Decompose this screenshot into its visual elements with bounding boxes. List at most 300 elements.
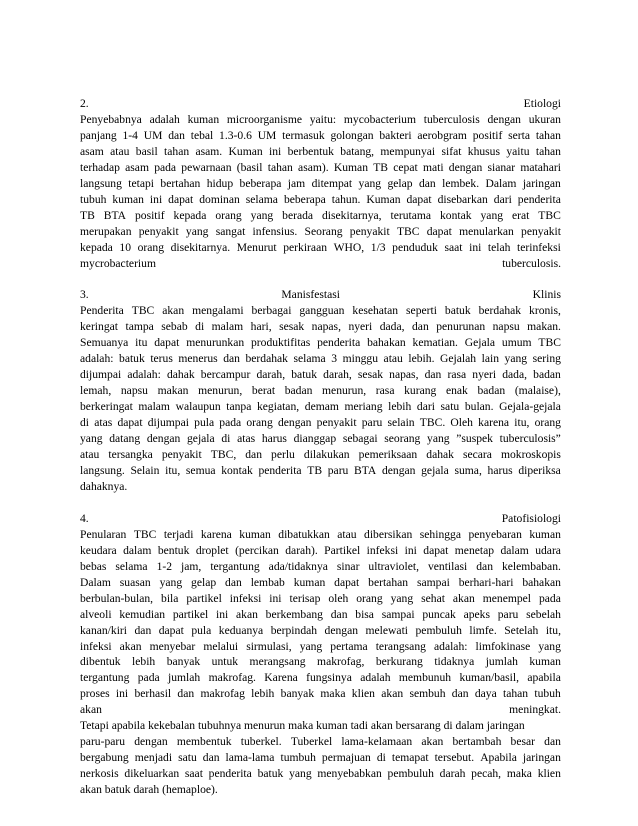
word: tanpa <box>226 400 252 414</box>
word: dominan <box>199 192 240 206</box>
word: penyakit <box>161 448 202 462</box>
word: kontak <box>221 463 253 477</box>
word: dengan <box>324 623 359 637</box>
word: maka <box>506 767 532 781</box>
word: Gejala-gejala <box>499 400 561 414</box>
word: adalah: <box>80 352 114 366</box>
word: suma, <box>454 463 482 477</box>
word: yang <box>504 352 528 366</box>
word: fungsinya <box>306 671 352 685</box>
word: hidup <box>206 176 234 190</box>
word: partikel <box>186 591 222 605</box>
word: di <box>195 320 205 334</box>
word: dan <box>134 623 152 637</box>
word: meriang <box>344 400 383 414</box>
word: berkurang <box>375 655 423 669</box>
word: lain <box>481 352 499 366</box>
word: orang <box>215 208 242 222</box>
word: dan <box>177 687 195 701</box>
word: di <box>221 432 231 446</box>
word: suasan <box>119 575 151 589</box>
word: yang <box>80 432 103 446</box>
word: bahakan <box>522 575 561 589</box>
word: Penularan <box>80 527 127 541</box>
word: menyebabkan <box>317 767 382 781</box>
word: matahari <box>520 160 561 174</box>
word: hari, <box>250 320 272 334</box>
word: atas <box>237 432 256 446</box>
text-line <box>80 447 561 463</box>
word: di <box>376 751 386 765</box>
word: datang <box>109 432 141 446</box>
word: dijumpai <box>80 368 122 382</box>
text-line <box>80 479 561 495</box>
word: batuk <box>444 304 471 318</box>
text-line <box>80 383 561 399</box>
word: malam <box>138 400 170 414</box>
word: banyak <box>166 655 201 669</box>
text-line <box>80 399 561 415</box>
word: untuk <box>211 655 239 669</box>
word: dan <box>544 735 561 749</box>
word: kepada <box>80 240 113 254</box>
word: berbagai <box>251 304 292 318</box>
word: akan <box>236 607 258 621</box>
word: napas, <box>389 368 419 382</box>
word: paru <box>361 416 383 430</box>
word: dianggap <box>293 432 337 446</box>
word: penurunan <box>436 320 486 334</box>
word: langsung <box>80 176 122 190</box>
word: pada <box>154 160 177 174</box>
word: dan <box>476 559 493 573</box>
word: mempunyai <box>380 144 436 158</box>
word: minggu <box>342 352 379 366</box>
text-line <box>80 240 561 256</box>
word: menurun, <box>322 384 367 398</box>
word: dan <box>223 352 240 366</box>
word: daya <box>474 687 497 701</box>
word: yang <box>289 767 312 781</box>
text-line <box>80 734 561 750</box>
word: khusus <box>467 144 500 158</box>
word: dibatukkan <box>278 527 330 541</box>
word: pembuluh <box>415 623 462 637</box>
word: dengan <box>134 735 168 749</box>
text-line <box>80 559 561 575</box>
word: kurang <box>404 384 437 398</box>
word: ini <box>269 591 282 605</box>
word: bercampur <box>200 368 251 382</box>
word: semua <box>185 463 216 477</box>
word: dari <box>416 400 435 414</box>
word: karena <box>200 527 232 541</box>
word: sehat <box>421 591 445 605</box>
word: TB <box>307 463 323 477</box>
word: berbentuk <box>287 144 334 158</box>
word: adalah: <box>127 368 161 382</box>
word: langsung. <box>80 463 125 477</box>
word: sangat <box>215 224 246 238</box>
paragraph-gap <box>80 271 561 287</box>
word: Dalam <box>80 575 111 589</box>
word: makan <box>157 384 189 398</box>
word: melewati <box>365 623 409 637</box>
word: pemeriksaan <box>358 448 418 462</box>
word: dapat <box>168 192 194 206</box>
word: basil <box>135 144 158 158</box>
word: yang <box>427 432 450 446</box>
word: tebal <box>190 128 214 142</box>
word: 1-4 <box>122 128 138 142</box>
section-heading-line <box>80 96 561 112</box>
word: (malaise), <box>514 384 561 398</box>
word: umum <box>501 336 532 350</box>
word: dan <box>418 176 436 190</box>
word: jumlah <box>168 671 201 685</box>
word: penyakit <box>138 224 179 238</box>
word: selama <box>245 192 278 206</box>
word: diperiksa <box>518 463 561 477</box>
text-line <box>80 782 561 798</box>
word: harus <box>261 432 287 446</box>
word: kuman <box>112 192 144 206</box>
word: berat <box>251 384 276 398</box>
word: tahan <box>267 160 293 174</box>
word: tergantung <box>210 559 260 573</box>
word: lembab <box>250 575 285 589</box>
word: mengalami <box>192 304 244 318</box>
word: akan <box>162 304 185 318</box>
word: perlu <box>271 448 295 462</box>
word: pada <box>219 416 242 430</box>
word: Patofisiologi <box>501 511 561 525</box>
word: produktifitas <box>250 336 311 350</box>
word: 1-2 <box>156 559 173 573</box>
word: adalah <box>149 112 180 126</box>
word: alveoli <box>80 607 112 621</box>
word: Tetapi apabila kekebalan tubuhnya menurun maka kuman tadi akan bersarang di dalam jaringan <box>80 719 525 733</box>
word: ditempat <box>311 176 353 190</box>
word: tuberculosis” <box>499 432 561 446</box>
word: terinfeksi <box>517 240 561 254</box>
text-line <box>80 176 561 192</box>
word: meningkat. <box>509 703 561 717</box>
word: malam <box>211 320 244 334</box>
word: TB <box>373 160 389 174</box>
word: (basil <box>236 160 263 174</box>
word: darah <box>439 767 466 781</box>
word: partikel <box>172 607 209 621</box>
word: terisap <box>289 591 321 605</box>
word: TBC <box>538 208 561 222</box>
word: mati <box>422 160 444 174</box>
word: ukuran <box>528 112 561 126</box>
word: klien <box>537 767 561 781</box>
text-line <box>80 686 561 702</box>
word: mokroskopis <box>500 448 561 462</box>
word: penderita <box>517 192 561 206</box>
word: merangsang <box>249 655 306 669</box>
word: lebih <box>388 400 412 414</box>
word: 3 <box>331 352 338 366</box>
word: rasa <box>375 384 395 398</box>
word: ini <box>149 192 163 206</box>
word: apabila <box>527 671 561 685</box>
word: tampa <box>125 320 154 334</box>
word: dibentuk <box>80 655 121 669</box>
word: Kuman <box>366 192 401 206</box>
word: bertambah <box>452 735 502 749</box>
word: asam <box>80 144 104 158</box>
word: paru <box>327 463 349 477</box>
word: bergabung <box>80 751 129 765</box>
word: membunuh <box>398 671 452 685</box>
text-line <box>80 750 561 766</box>
text-line <box>80 575 561 591</box>
word: gejala <box>421 463 449 477</box>
word: badan <box>284 384 313 398</box>
word: sesak <box>279 320 305 334</box>
word: dan <box>424 368 442 382</box>
word: kronis, <box>529 304 561 318</box>
word: batang, <box>340 144 375 158</box>
word: melalui <box>203 639 239 653</box>
word: TBC <box>131 304 155 318</box>
word: penderita <box>317 336 361 350</box>
word: tumbuh <box>280 751 316 765</box>
word: gejala <box>187 432 215 446</box>
word: kuman/basil, <box>459 671 520 685</box>
word: sirmulasi, <box>246 639 292 653</box>
text-line <box>80 543 561 559</box>
word: ”suspek <box>456 432 493 446</box>
word: dapat <box>154 336 180 350</box>
word: 1.3-0.6 <box>219 128 252 142</box>
word: 2. <box>80 97 89 110</box>
word: Semuanya <box>80 336 129 350</box>
word: TBC, <box>210 448 237 462</box>
word: saat <box>444 240 463 254</box>
word: serta <box>508 128 531 142</box>
word: dapat <box>423 543 449 557</box>
word: pula <box>194 416 215 430</box>
word: Gejalah <box>440 352 477 366</box>
word: jam <box>287 176 306 190</box>
word: batuk <box>291 368 318 382</box>
word: disebarkan <box>437 192 488 206</box>
word: penderita <box>208 767 252 781</box>
word: banyak <box>280 687 315 701</box>
word: tahun. <box>331 192 361 206</box>
word: tubuh <box>534 687 561 701</box>
word: dapat <box>334 575 360 589</box>
word: beberapa <box>239 176 282 190</box>
word: mycrobacterium <box>80 256 156 270</box>
text-line <box>80 591 561 607</box>
word: (percikan <box>235 543 279 557</box>
text-line <box>80 718 561 734</box>
word: tuberculosis. <box>502 256 561 270</box>
word: gelap <box>191 575 217 589</box>
word: kelembaban. <box>501 559 561 573</box>
word: tergantung <box>80 671 130 685</box>
word: menetap <box>454 543 495 557</box>
word: itu, <box>545 623 561 637</box>
word: seperti <box>406 304 437 318</box>
text-line <box>80 303 561 319</box>
word: berada <box>282 208 314 222</box>
text-line <box>80 702 561 718</box>
word: satu <box>178 751 197 765</box>
word: droplet <box>195 543 229 557</box>
word: dada, <box>379 320 405 334</box>
word: yang <box>390 591 414 605</box>
word: menyebar <box>149 639 196 653</box>
word: penyakit <box>316 416 357 430</box>
word: 4. <box>80 511 89 525</box>
word: TB <box>80 208 95 222</box>
word: orang <box>137 240 164 254</box>
word: lebih. <box>408 352 435 366</box>
word: pula <box>191 623 212 637</box>
word: ini <box>469 240 482 254</box>
word: Klinis <box>532 288 561 302</box>
word: infeksi <box>229 591 262 605</box>
word: badan <box>533 368 561 382</box>
word: tahan <box>535 128 561 142</box>
word: nyeri <box>472 368 497 382</box>
word: kuman <box>187 112 220 126</box>
word: yang <box>358 176 382 190</box>
word: kemudian <box>119 607 166 621</box>
word: kanan/kiri <box>80 623 128 637</box>
word: disekitarnya. <box>170 240 231 254</box>
document-body <box>80 96 561 798</box>
text-line <box>80 623 561 639</box>
word: dapat <box>406 192 432 206</box>
word: sebab <box>161 320 188 334</box>
word: bentuk <box>157 543 190 557</box>
word: saat <box>184 767 203 781</box>
word: pertama <box>330 639 368 653</box>
word: dengan <box>448 160 483 174</box>
word: Dalam <box>485 176 517 190</box>
word: berbulan-bulan, <box>80 591 154 605</box>
word: Gejala <box>464 336 496 350</box>
word: lama-kelamaan <box>341 735 413 749</box>
word: atau <box>383 352 403 366</box>
word: infeksi <box>366 543 399 557</box>
word: penyakit <box>521 224 561 238</box>
word: permajuan <box>321 751 371 765</box>
word: orang <box>534 416 561 430</box>
word: lemah, <box>80 384 112 398</box>
text-line <box>80 112 561 128</box>
text-line <box>80 144 561 160</box>
word: kuman <box>239 527 271 541</box>
word: nerkosis <box>80 767 119 781</box>
word: makan. <box>527 320 561 334</box>
text-line <box>80 607 561 623</box>
word: paru <box>497 607 519 621</box>
word: rasa <box>447 368 467 382</box>
word: dapat <box>426 224 452 238</box>
word: keudara <box>80 543 117 557</box>
word: apeks <box>463 607 490 621</box>
word: ada/tidaknya <box>268 559 328 573</box>
word: beberapa <box>283 192 326 206</box>
word: sampai <box>381 607 415 621</box>
word: TBC <box>538 336 561 350</box>
word: asam. <box>195 144 223 158</box>
word: asam <box>125 160 149 174</box>
word: dari <box>493 192 512 206</box>
word: termasuk <box>282 128 325 142</box>
word: membentuk <box>176 735 232 749</box>
text-line <box>80 367 561 383</box>
word: Menurut <box>236 240 277 254</box>
text-line <box>80 527 561 543</box>
word: BTA <box>354 463 377 477</box>
word: sesak <box>357 368 384 382</box>
word: berkeringat <box>80 400 133 414</box>
word: kuman <box>529 655 561 669</box>
word: dibersikan <box>364 527 413 541</box>
word: dan <box>202 751 220 765</box>
word: ini <box>115 687 129 701</box>
word: akan <box>80 703 102 717</box>
word: tersangka <box>108 448 153 462</box>
word: 10 <box>119 240 132 254</box>
word: Tuberkel <box>290 735 333 749</box>
word: temapat <box>391 751 429 765</box>
word: oleh <box>328 591 349 605</box>
word: 1/3 <box>370 240 386 254</box>
word: keduanya <box>218 623 264 637</box>
word: akan <box>421 735 444 749</box>
word: kepada <box>173 208 207 222</box>
word: kuman <box>529 527 561 541</box>
text-line <box>80 463 561 479</box>
word: orang <box>356 591 383 605</box>
word: perkiraan <box>283 240 328 254</box>
word: penduduk <box>392 240 438 254</box>
word: microorganisme <box>226 112 302 126</box>
word: dada, <box>502 368 528 382</box>
text-line <box>80 319 561 335</box>
word: akan <box>381 687 404 701</box>
word: BTA <box>103 208 127 222</box>
word: walaupun <box>175 400 221 414</box>
word: atau <box>337 527 357 541</box>
word: berkembang <box>265 607 323 621</box>
word: yang <box>299 639 323 653</box>
word: penyakit <box>349 224 390 238</box>
text-line <box>80 639 561 655</box>
word: disekitarnya, <box>322 208 382 222</box>
word: pembuluh <box>387 767 434 781</box>
word: darah). <box>285 543 318 557</box>
word: panjang <box>80 128 117 142</box>
word: akan <box>119 639 142 653</box>
word: badan <box>477 384 506 398</box>
word: terjadi <box>163 527 194 541</box>
word: tersebut. <box>434 751 475 765</box>
word: demam <box>304 400 339 414</box>
word: akan batuk darah (hemaploe). <box>80 783 218 797</box>
word: bebas <box>80 559 107 573</box>
